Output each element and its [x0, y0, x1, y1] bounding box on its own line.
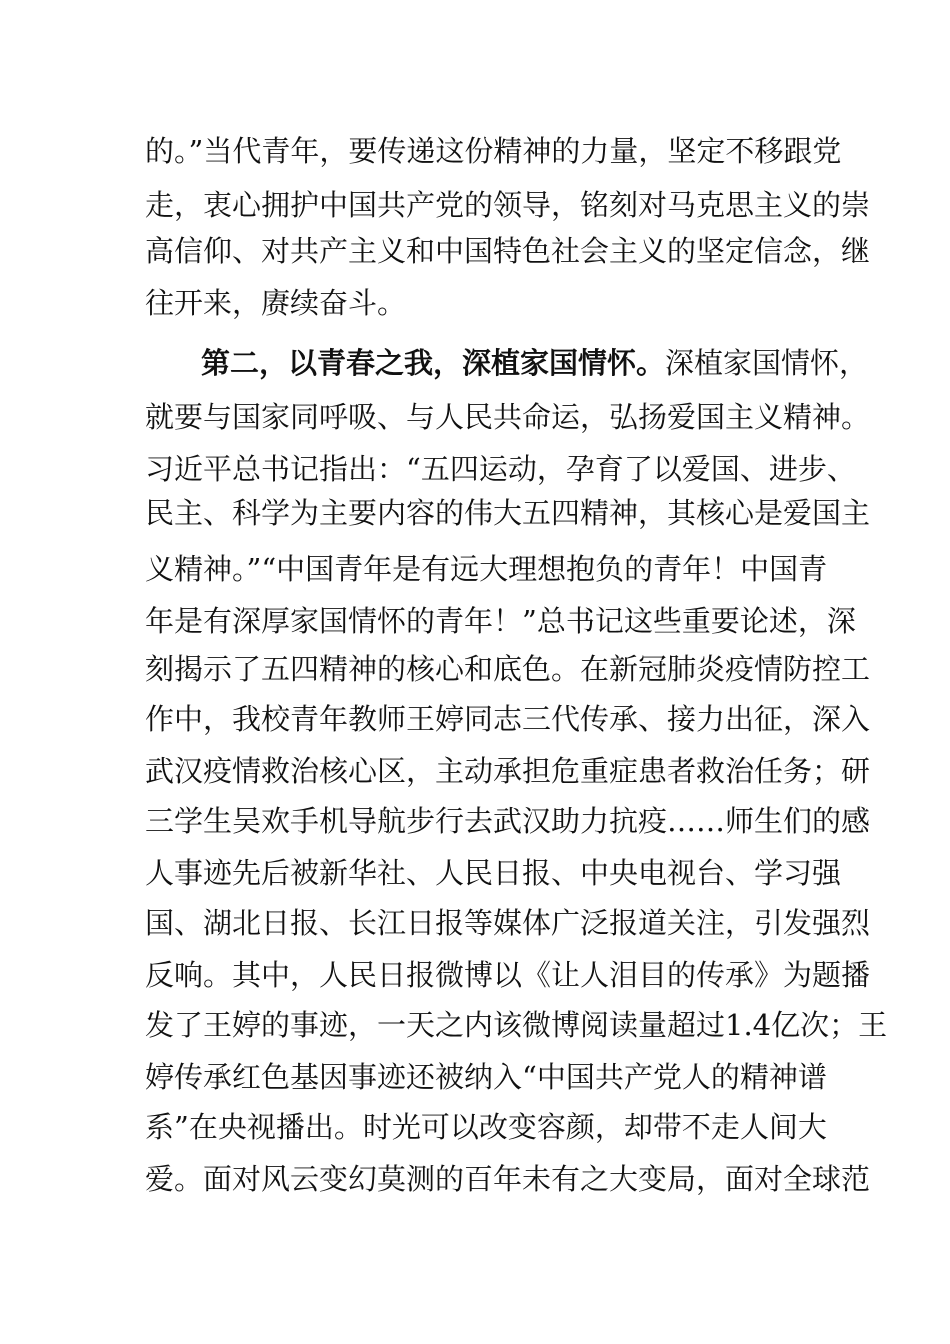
text-line: 的。”当代青年，要传递这份精神的力量，坚定不移跟党	[145, 134, 842, 168]
text-line: 爱。面对风云变幻莫测的百年未有之大变局，面对全球范	[145, 1162, 871, 1196]
text-line: 往开来，赓续奋斗。	[145, 286, 407, 320]
text-line: 走，衷心拥护中国共产党的领导，铭刻对马克思主义的崇	[145, 188, 871, 222]
text-line: 高信仰、对共产主义和中国特色社会主义的坚定信念，继	[145, 234, 871, 268]
text-line: 婷传承红色基因事迹还被纳入“中国共产党人的精神谱	[145, 1060, 827, 1094]
text-line: 三学生吴欢手机导航步行去武汉助力抗疫……师生们的感	[145, 804, 871, 838]
text-line: 发了王婷的事迹，一天之内该微博阅读量超过1.4亿次；王	[145, 1008, 888, 1042]
section-heading: 第二，以青春之我，深植家国情怀。	[201, 346, 666, 380]
text-line: 人事迹先后被新华社、人民日报、中央电视台、学习强	[145, 856, 842, 890]
text-line: 民主、科学为主要内容的伟大五四精神，其核心是爱国主	[145, 496, 871, 530]
text-line: 作中，我校青年教师王婷同志三代传承、接力出征，深入	[145, 702, 871, 736]
text-line: 刻揭示了五四精神的核心和底色。在新冠肺炎疫情防控工	[145, 652, 871, 686]
text-line: 就要与国家同呼吸、与人民共命运，弘扬爱国主义精神。	[145, 400, 871, 434]
text-line: 系”在央视播出。时光可以改变容颜，却带不走人间大	[145, 1110, 827, 1144]
text-line: 义精神。”“中国青年是有远大理想抱负的青年！中国青	[145, 552, 828, 586]
text-line: 反响。其中，人民日报微博以《让人泪目的传承》为题播	[145, 958, 871, 992]
text-line: 国、湖北日报、长江日报等媒体广泛报道关注，引发强烈	[145, 906, 871, 940]
text-line: 习近平总书记指出：“五四运动，孕育了以爱国、进步、	[145, 452, 856, 486]
heading-continuation: 深植家国情怀，	[665, 346, 869, 380]
text-line: 年是有深厚家国情怀的青年！”总书记这些重要论述，深	[145, 604, 856, 638]
text-line: 武汉疫情救治核心区，主动承担危重症患者救治任务；研	[145, 754, 871, 788]
paragraph-first-line	[201, 346, 869, 382]
